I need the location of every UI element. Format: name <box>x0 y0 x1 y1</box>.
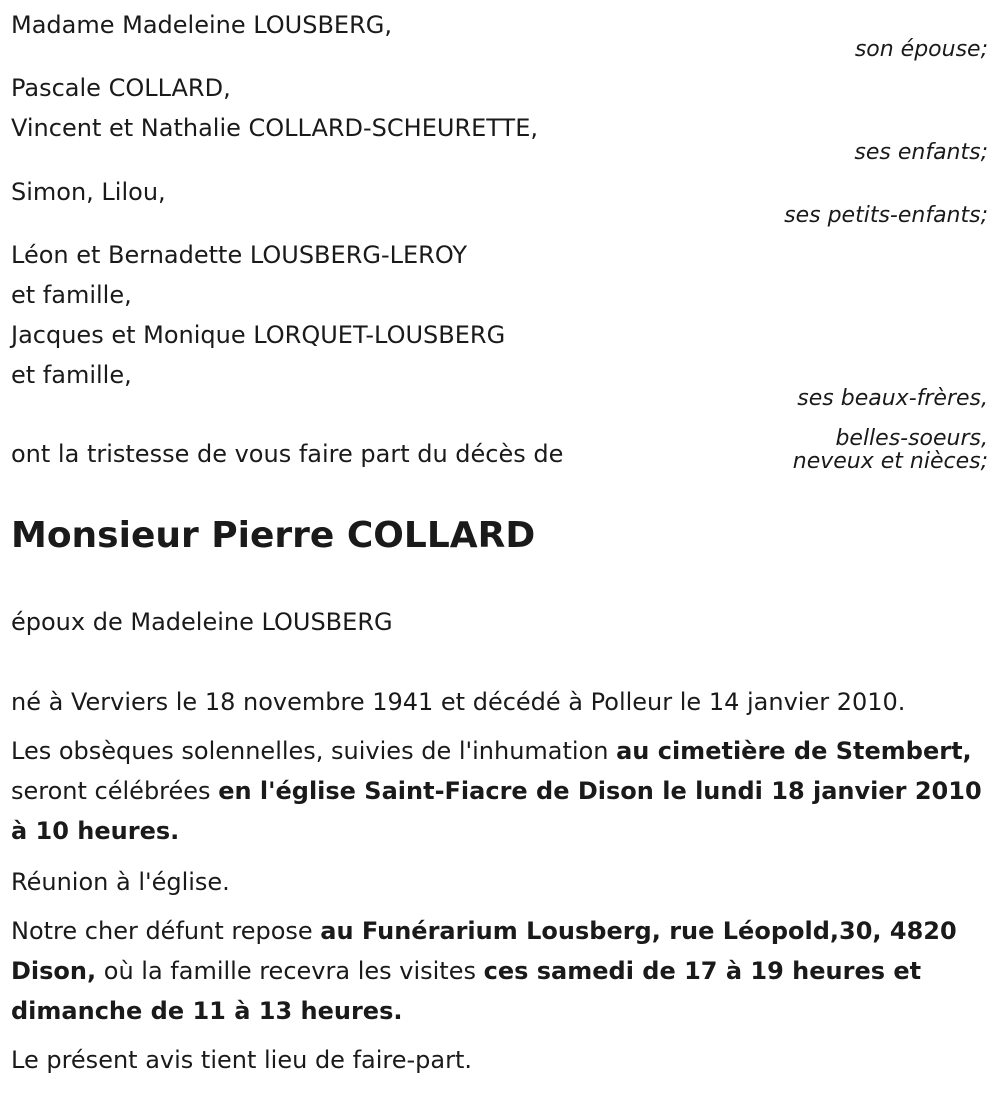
spouse-block <box>11 602 991 642</box>
repose-paragraph <box>11 911 991 1031</box>
closing-block <box>11 1040 991 1080</box>
repose-text-2: où la famille recevra les visites <box>96 957 484 985</box>
child-line-2: Vincent et Nathalie COLLARD-SCHEURETTE, <box>11 114 538 142</box>
inlaws-line-2: et famille, <box>11 281 132 309</box>
grandchildren-role: ses petits-enfants; <box>784 203 988 228</box>
role-neveux-nieces: neveux et nièces; <box>792 449 988 474</box>
ceremony-paragraph <box>11 731 991 851</box>
repose-funeral-home: au Funérarium Lousberg, rue Léopold,30, 4820 Dison, <box>11 917 957 985</box>
repose-visiting-hours: ces samedi de 17 à 19 heures et dimanche de 11 à 13 heures. <box>11 957 922 1025</box>
wife-role: son épouse; <box>854 37 988 62</box>
closing-line: Le présent avis tient lieu de faire-part. <box>11 1046 473 1074</box>
children-block <box>11 68 991 148</box>
announcement-role <box>793 427 988 473</box>
role-belles-soeurs: belles-soeurs, <box>835 426 988 451</box>
child-line-1: Pascale COLLARD, <box>11 74 231 102</box>
deceased-name: Monsieur Pierre COLLARD <box>11 515 536 556</box>
inlaws-line-4: et famille, <box>11 361 132 389</box>
birth-death-line: né à Verviers le 18 novembre 1941 et décédé à Polleur le 14 janvier 2010. <box>11 688 906 716</box>
children-role: ses enfants; <box>854 140 988 165</box>
birth-death-block <box>11 682 991 722</box>
grandchildren-names: Simon, Lilou, <box>11 178 166 206</box>
wife-block <box>11 5 991 45</box>
wife-name: Madame Madeleine LOUSBERG, <box>11 11 392 39</box>
ceremony-church-date: en l'église Saint-Fiacre de Dison le lundi 18 janvier 2010 à 10 heures. <box>11 777 982 845</box>
inlaws-line-3: Jacques et Monique LORQUET-LOUSBERG <box>11 321 506 349</box>
inlaws-role: ses beaux-frères, <box>797 386 988 411</box>
ceremony-text-1: Les obsèques solennelles, suivies de l'inhumation <box>11 737 617 765</box>
inlaws-line-1: Léon et Bernadette LOUSBERG-LEROY <box>11 241 468 269</box>
repose-text-1: Notre cher défunt repose <box>11 917 321 945</box>
meeting-block <box>11 862 991 902</box>
spouse-line: époux de Madeleine LOUSBERG <box>11 608 393 636</box>
ceremony-cemetery: au cimetière de Stembert, <box>616 737 972 765</box>
meeting-line: Réunion à l'église. <box>11 868 230 896</box>
announcement-text: ont la tristesse de vous faire part du décès de <box>11 440 564 468</box>
inlaws-block <box>11 235 991 395</box>
ceremony-text-2: seront célébrées <box>11 777 219 805</box>
